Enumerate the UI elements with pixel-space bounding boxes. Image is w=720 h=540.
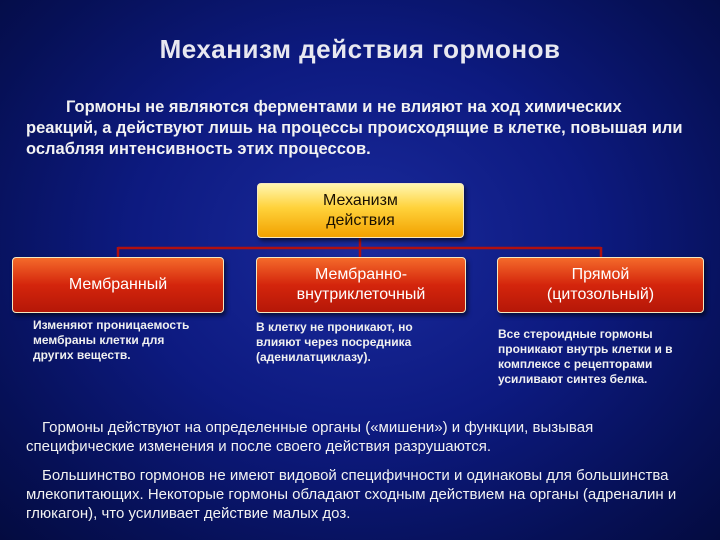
branch-2-label-line2: внутриклеточный [296,286,426,303]
branch-3-label-line1: Прямой [571,266,630,283]
branch-1-description: Изменяют проницаемость мембраны клетки для других веществ. [33,318,190,362]
branch-2-description: В клетку не проникают, но влияют через посредника (аденилатциклазу). [256,320,413,364]
root-label-line1: Механизм [323,191,398,209]
root-label-line2: действия [326,211,395,229]
branch-direct-box [497,257,704,313]
branch-3-description: Все стероидные гормоны проникают внутрь клетки и в комплексе с рецепторами усиливают синтез белка. [498,327,673,386]
branch-membrane-box [12,257,224,313]
branch-membrane-intracellular-box [256,257,466,313]
branch-1-label: Мембранный [68,276,168,293]
mechanism-root-box [257,183,464,238]
branch-3-label-line2: (цитозольный) [546,286,655,303]
paragraph-specificity: Большинство гормонов не имеют видовой специфичности и одинаковы для большинства млекопитающих. Некоторые гормоны обладают сходным действием на органы (адреналин и глюкагон), что усиливает действие малых доз. [26,467,677,522]
paragraph-targets: Гормоны действуют на определенные органы («мишени») и функции, вызывая специфические изменения и после своего действия разрушаются. [26,419,594,455]
branch-2-label-line1: Мембранно- [314,266,408,283]
slide-title: Механизм действия гормонов [159,34,561,64]
intro-text: Гормоны не являются ферментами и не влияют на ход химических реакций, а действуют лишь на процессы происходящие в клетке, повышая или ослабляя интенсивность этих процессов. [26,98,683,158]
